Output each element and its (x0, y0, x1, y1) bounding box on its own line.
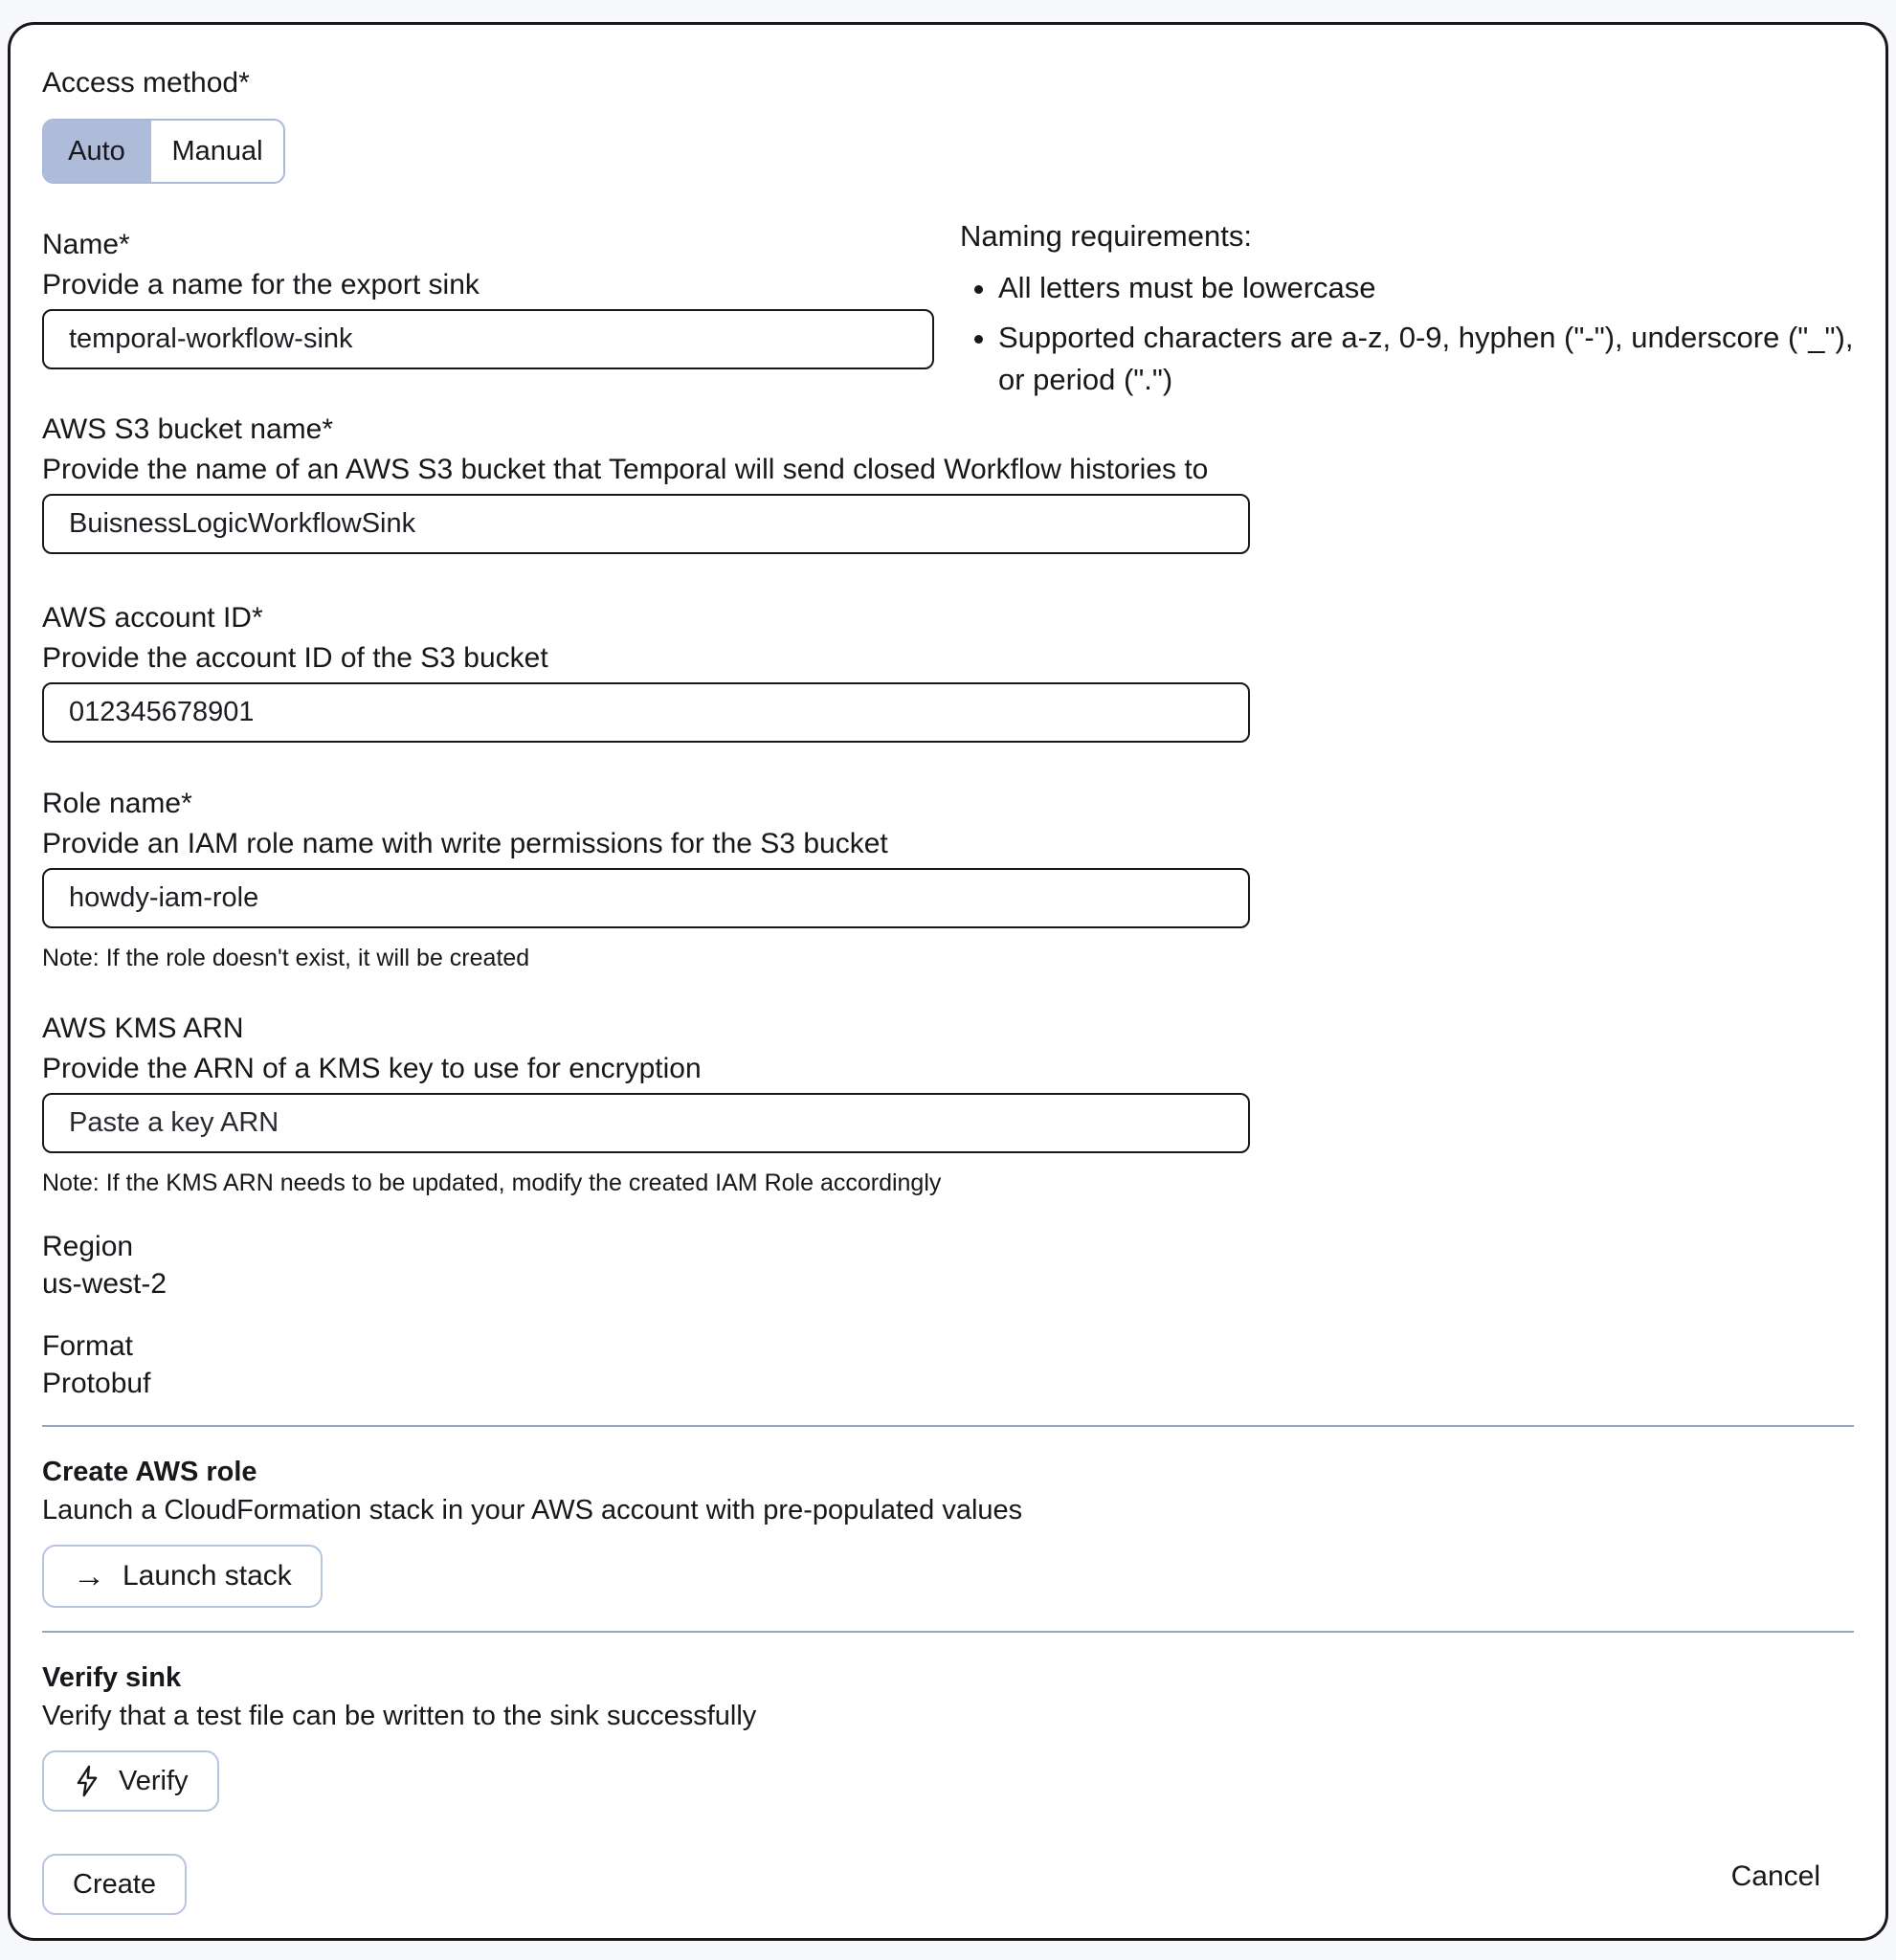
verify-sink-description: Verify that a test file can be written to the sink successfully (42, 1701, 757, 1731)
s3-bucket-label: AWS S3 bucket name* (42, 413, 334, 445)
naming-requirement-item: • Supported characters are a-z, 0-9, hyphen ("-"), underscore ("_"), or period (".") (998, 317, 1869, 401)
kms-arn-description: Provide the ARN of a KMS key to use for encryption (42, 1053, 702, 1084)
naming-requirements-title: Naming requirements: (960, 219, 1252, 253)
create-aws-role-title: Create AWS role (42, 1457, 257, 1487)
access-method-manual-button[interactable]: Manual (149, 121, 283, 182)
kms-arn-input[interactable] (42, 1093, 1250, 1153)
name-label: Name* (42, 229, 130, 260)
role-name-section (42, 784, 1854, 974)
account-id-description: Provide the account ID of the S3 bucket (42, 642, 548, 674)
naming-requirement-item: • All letters must be lowercase (998, 267, 1869, 309)
name-section (42, 219, 1854, 396)
verify-button[interactable] (42, 1750, 219, 1812)
name-description: Provide a name for the export sink (42, 269, 480, 301)
s3-bucket-description: Provide the name of an AWS S3 bucket that Temporal will send closed Workflow histories to (42, 454, 1209, 485)
s3-bucket-input[interactable] (42, 494, 1250, 554)
role-name-label: Role name* (42, 788, 192, 819)
create-button[interactable] (42, 1854, 187, 1915)
name-input[interactable] (42, 309, 934, 369)
kms-arn-section (42, 1009, 1854, 1199)
role-name-description: Provide an IAM role name with write permissions for the S3 bucket (42, 828, 888, 859)
create-label: Create (73, 1868, 157, 1900)
cancel-button[interactable]: Cancel (1730, 1860, 1820, 1892)
kms-arn-label: AWS KMS ARN (42, 1013, 244, 1044)
form-actions (42, 1838, 1854, 1915)
kms-arn-note: Note: If the KMS ARN needs to be updated, modify the created IAM Role accordingly (42, 1169, 942, 1196)
region-block (42, 1228, 1854, 1303)
verify-sink-title: Verify sink (42, 1662, 182, 1693)
format-label: Format (42, 1330, 134, 1362)
export-sink-form (8, 22, 1888, 1941)
lightning-bolt-icon (73, 1765, 101, 1797)
arrow-right-icon: → (73, 1558, 105, 1594)
launch-stack-label: Launch stack (123, 1560, 292, 1592)
format-block (42, 1327, 1854, 1402)
naming-requirements (960, 215, 1869, 409)
divider (42, 1425, 1854, 1427)
access-method-label: Access method* (42, 67, 250, 99)
s3-bucket-section (42, 410, 1854, 554)
divider (42, 1631, 1854, 1633)
naming-requirements-list (960, 267, 1869, 401)
role-name-input[interactable] (42, 868, 1250, 928)
role-name-note: Note: If the role doesn't exist, it will be created (42, 945, 530, 971)
region-label: Region (42, 1231, 134, 1262)
account-id-label: AWS account ID* (42, 602, 263, 634)
region-value: us-west-2 (42, 1268, 167, 1300)
verify-label: Verify (119, 1765, 189, 1796)
access-method-auto-button[interactable]: Auto (44, 121, 149, 182)
create-aws-role-description: Launch a CloudFormation stack in your AWS account with pre-populated values (42, 1495, 1023, 1526)
access-method-toggle (42, 119, 285, 184)
account-id-section (42, 598, 1854, 743)
format-value: Protobuf (42, 1368, 151, 1399)
account-id-input[interactable] (42, 682, 1250, 743)
launch-stack-button[interactable] (42, 1545, 323, 1608)
